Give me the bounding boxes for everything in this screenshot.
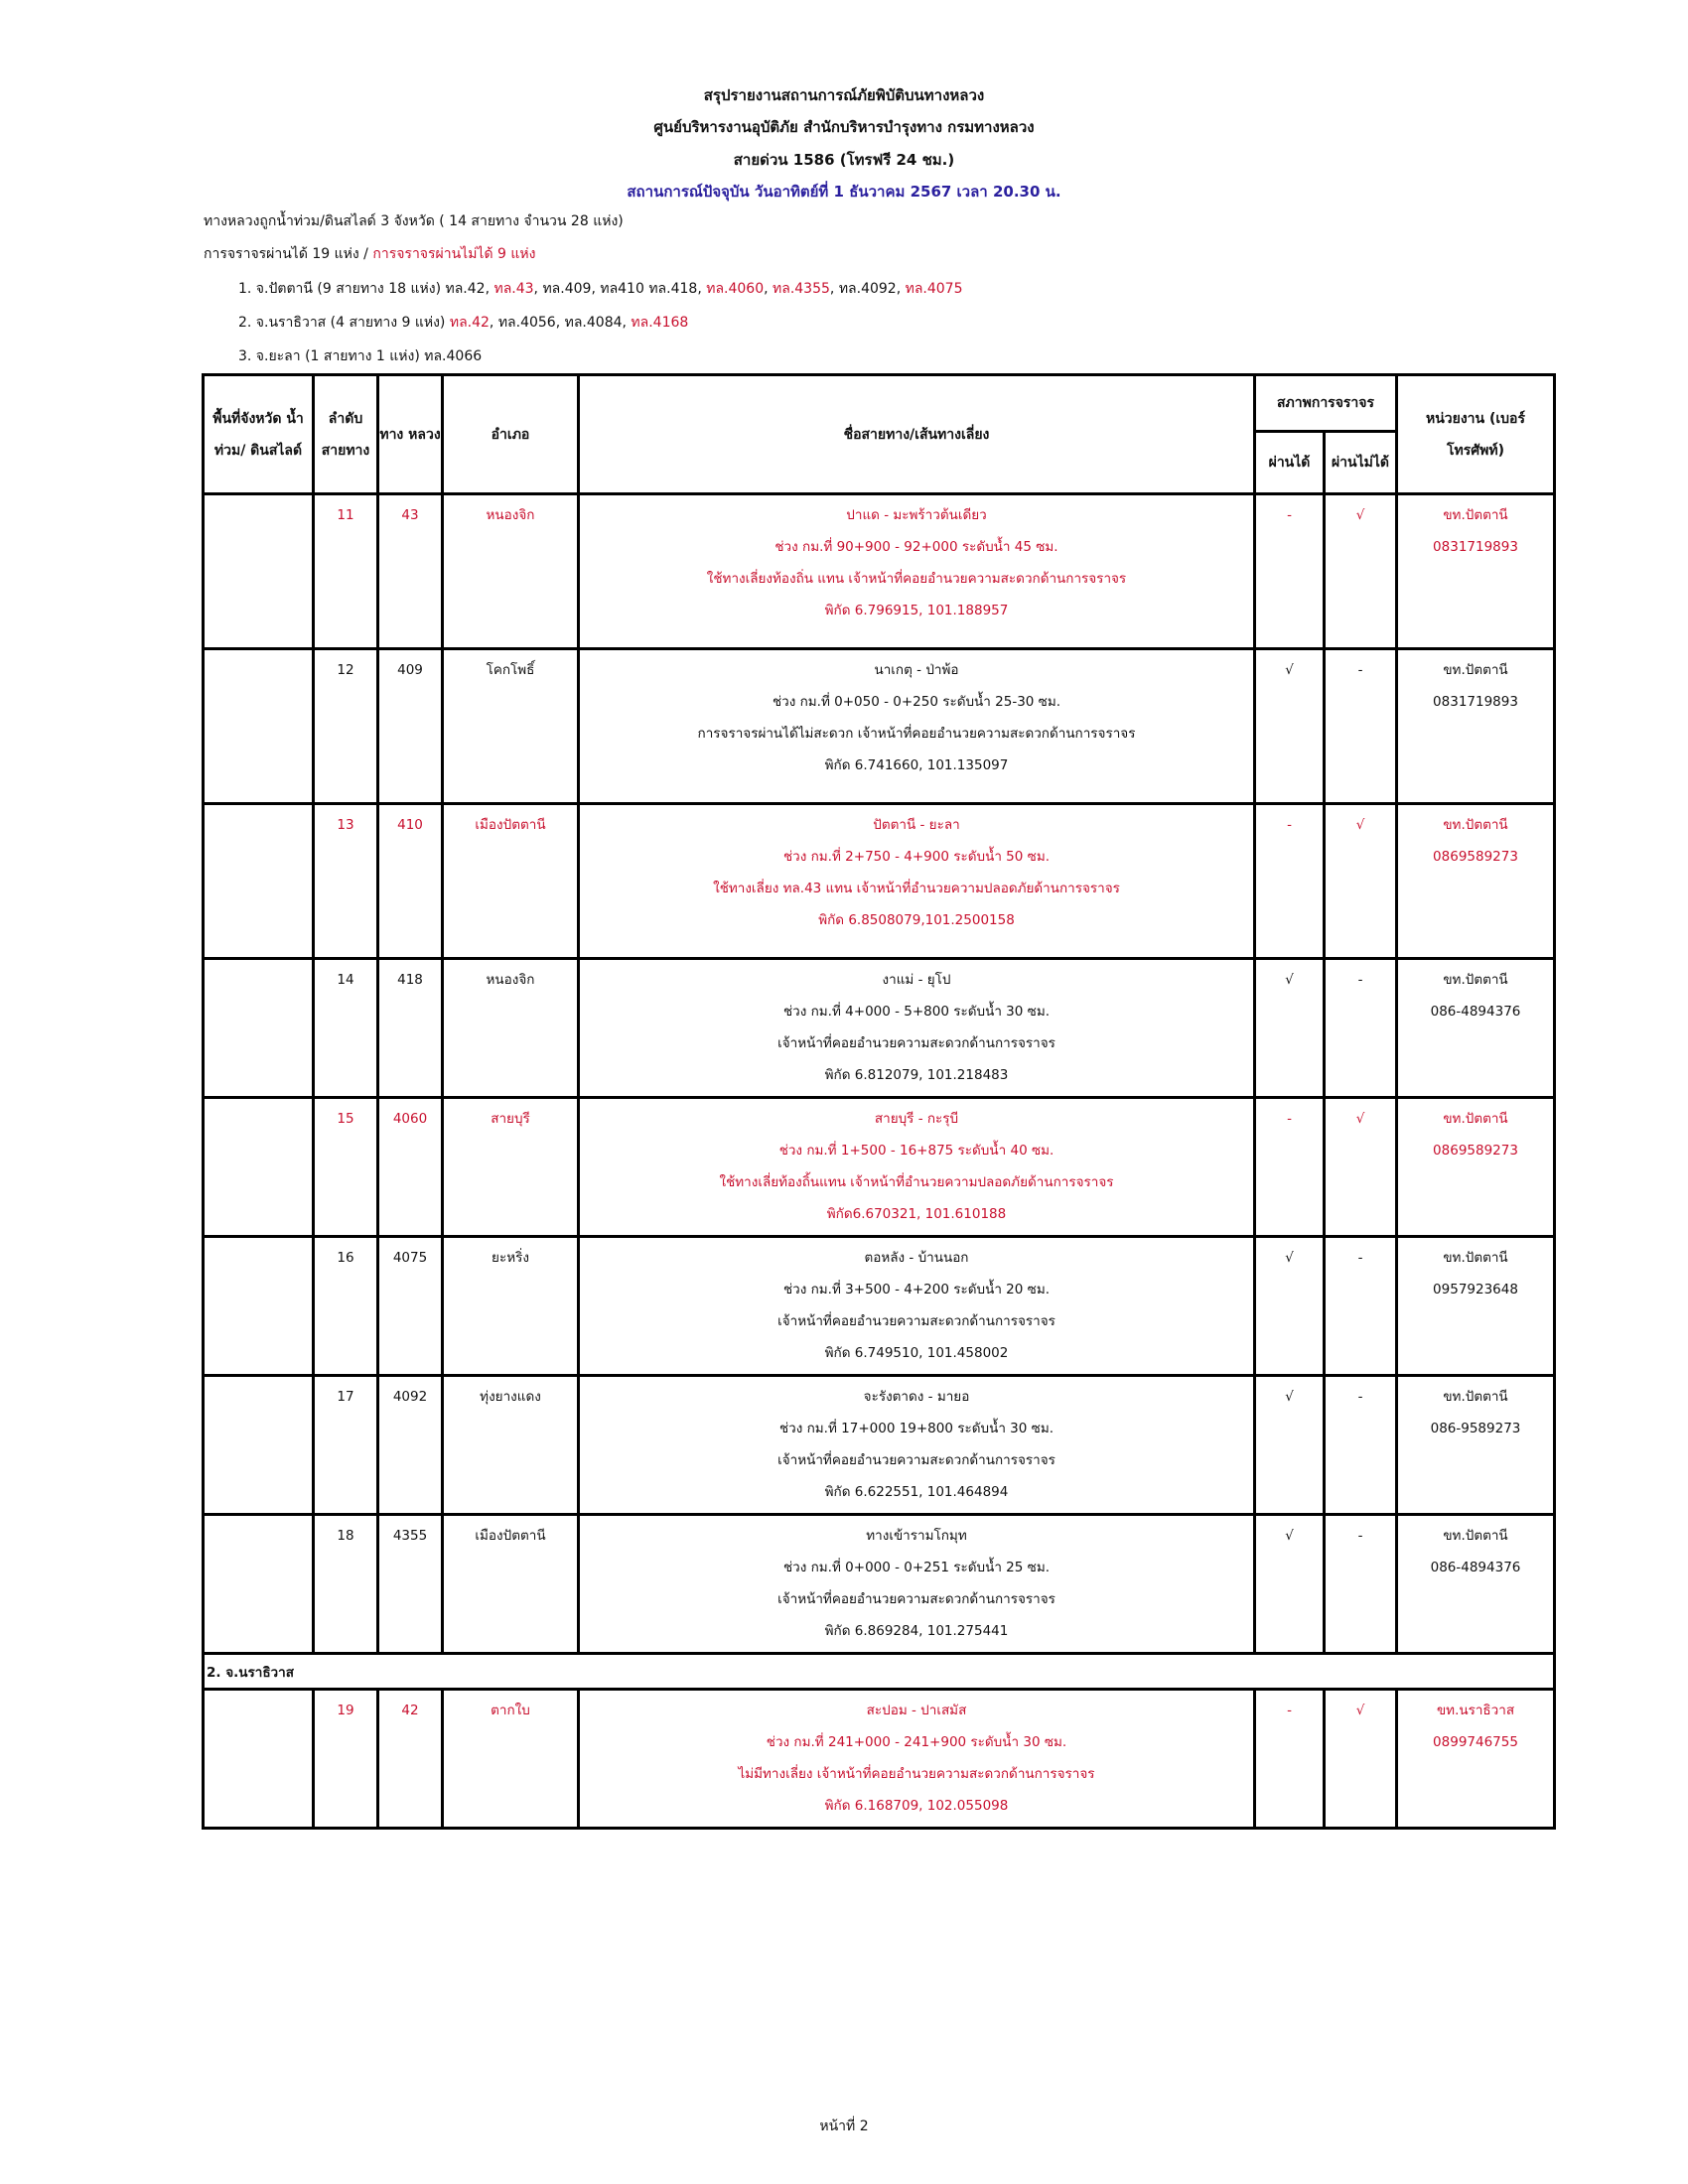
cell-no-pass xyxy=(1325,1237,1397,1376)
page-number: หน้าที่ 2 xyxy=(819,2118,869,2134)
separator: , xyxy=(896,281,906,297)
cell-district-text: สายบุรี xyxy=(491,1111,530,1127)
route-name: สายบุรี - กะรุบี xyxy=(874,1111,959,1127)
cell-highway-text: 42 xyxy=(401,1703,419,1718)
cell-highway xyxy=(378,1690,443,1829)
impassable-count: การจราจรผ่านไม่ได้ 9 แห่ง xyxy=(372,246,536,262)
separator: , xyxy=(829,281,839,297)
route-range: ช่วง กม.ที่ 17+000 19+800 ระดับน้ำ 30 ซม. xyxy=(778,1421,1055,1436)
unit-phone: 086-4894376 xyxy=(1430,1004,1521,1020)
cell-district-text: หนองจิก xyxy=(486,507,535,523)
cell-area xyxy=(204,1376,314,1515)
province-label: 3. จ.ยะลา (1 สายทาง 1 แห่ง) xyxy=(238,348,425,364)
header-district: อำเภอ xyxy=(443,375,579,494)
cell-order-text: 16 xyxy=(337,1250,354,1266)
route-coords: พิกัด 6.869284, 101.275441 xyxy=(824,1623,1009,1639)
cell-pass xyxy=(1255,1376,1325,1515)
cell-pass-mark: √ xyxy=(1285,1250,1294,1266)
separator: , xyxy=(485,281,494,297)
unit-phone: 0957923648 xyxy=(1433,1282,1518,1297)
cell-order xyxy=(314,1098,378,1237)
separator: , xyxy=(591,281,601,297)
cell-highway-text: 43 xyxy=(401,507,419,523)
cell-order xyxy=(314,1376,378,1515)
route-code: ทล.4355 xyxy=(773,281,830,297)
cell-district xyxy=(443,804,579,959)
route-note: เจ้าหน้าที่คอยอำนวยความสะดวกด้านการจราจร xyxy=(777,1591,1055,1607)
unit-phone: 086-4894376 xyxy=(1430,1560,1521,1575)
cell-pass xyxy=(1255,1515,1325,1654)
route-coords: พิกัด 6.741660, 101.135097 xyxy=(824,757,1009,773)
cell-district-text: ทุ่งยางแดง xyxy=(480,1389,541,1405)
cell-area xyxy=(204,1515,314,1654)
separator: , xyxy=(764,281,774,297)
route-name: นาเกตุ - ป่าพ้อ xyxy=(874,662,959,678)
cell-no-pass xyxy=(1325,1690,1397,1829)
cell-route xyxy=(579,649,1255,804)
cell-area xyxy=(204,1690,314,1829)
route-note: ใช้ทางเลี่ยง ทล.43 แทน เจ้าหน้าที่อำนวยความปลอดภัยด้านการจราจร xyxy=(713,881,1120,896)
route-coords: พิกัด 6.749510, 101.458002 xyxy=(824,1345,1009,1361)
cell-route xyxy=(579,959,1255,1098)
cell-pass xyxy=(1255,494,1325,649)
cell-area xyxy=(204,1098,314,1237)
cell-no-pass-mark: - xyxy=(1357,972,1363,988)
table-row xyxy=(204,1098,1555,1237)
cell-pass xyxy=(1255,1690,1325,1829)
cell-no-pass xyxy=(1325,804,1397,959)
cell-highway xyxy=(378,804,443,959)
cell-pass-mark: - xyxy=(1287,507,1292,523)
cell-unit xyxy=(1397,1515,1555,1654)
unit-name: ขท.ปัตตานี xyxy=(1443,662,1508,678)
cell-no-pass-mark: - xyxy=(1357,662,1363,678)
cell-highway-text: 4075 xyxy=(392,1250,428,1266)
cell-no-pass-mark: - xyxy=(1357,1250,1363,1266)
cell-no-pass-mark: - xyxy=(1357,1389,1363,1405)
cell-district xyxy=(443,1690,579,1829)
unit-name: ขท.ปัตตานี xyxy=(1443,1111,1508,1127)
cell-no-pass xyxy=(1325,494,1397,649)
cell-pass-mark: √ xyxy=(1285,662,1294,678)
unit-name: ขท.ปัตตานี xyxy=(1443,817,1508,833)
header-order: ลำดับ สายทาง xyxy=(314,375,378,494)
table-row xyxy=(204,804,1555,959)
cell-pass-mark: - xyxy=(1287,817,1292,833)
flood-routes-table xyxy=(202,373,1556,1830)
route-code: ทล.4075 xyxy=(905,281,963,297)
unit-name: ขท.ปัตตานี xyxy=(1443,1528,1508,1544)
cell-pass-mark: - xyxy=(1287,1111,1292,1127)
cell-route xyxy=(579,1098,1255,1237)
cell-highway xyxy=(378,1515,443,1654)
cell-unit xyxy=(1397,1237,1555,1376)
cell-pass-mark: - xyxy=(1287,1703,1292,1718)
unit-phone: 0869589273 xyxy=(1433,1143,1518,1159)
cell-highway xyxy=(378,494,443,649)
cell-no-pass-mark: √ xyxy=(1355,1703,1365,1718)
cell-no-pass xyxy=(1325,649,1397,804)
header-traffic-status: สภาพการจราจร xyxy=(1255,375,1397,432)
cell-no-pass xyxy=(1325,1515,1397,1654)
route-code: ทล.4066 xyxy=(424,348,483,364)
table-row xyxy=(204,1515,1555,1654)
cell-highway-text: 418 xyxy=(397,972,423,988)
hotline: สายด่วน 1586 (โทรฟรี 24 ชม.) xyxy=(733,151,955,169)
route-note: เจ้าหน้าที่คอยอำนวยความสะดวกด้านการจราจร xyxy=(777,1452,1055,1468)
province-label: 2. จ.นราธิวาส (4 สายทาง 9 แห่ง) xyxy=(238,315,450,331)
header-highway: ทาง หลวง xyxy=(378,375,443,494)
cell-district xyxy=(443,1237,579,1376)
cell-pass-mark: √ xyxy=(1285,972,1294,988)
cell-order-text: 13 xyxy=(337,817,354,833)
unit-phone: 0899746755 xyxy=(1433,1734,1518,1750)
route-range: ช่วง กม.ที่ 1+500 - 16+875 ระดับน้ำ 40 ซม. xyxy=(778,1143,1055,1159)
cell-order-text: 14 xyxy=(337,972,354,988)
route-note: ใช้ทางเลี่ยงท้องถิ่น แทน เจ้าหน้าที่คอยอำนวยความสะดวกด้านการจราจร xyxy=(706,571,1127,587)
cell-route xyxy=(579,494,1255,649)
report-title: สรุปรายงานสถานการณ์ภัยพิบัติบนทางหลวง xyxy=(703,86,985,104)
route-code: ทล.4092 xyxy=(838,281,897,297)
cell-order xyxy=(314,649,378,804)
cell-district-text: เมืองปัตตานี xyxy=(475,817,546,833)
province-line xyxy=(238,278,963,300)
cell-order-text: 11 xyxy=(337,507,354,523)
route-coords: พิกัด 6.796915, 101.188957 xyxy=(824,603,1009,618)
route-code: ทล.4168 xyxy=(631,315,689,331)
cell-unit xyxy=(1397,649,1555,804)
route-code: ทล410 ทล.418 xyxy=(600,281,698,297)
cell-highway xyxy=(378,959,443,1098)
route-coords: พิกัด 6.812079, 101.218483 xyxy=(824,1067,1009,1083)
route-coords: พิกัด 6.622551, 101.464894 xyxy=(824,1484,1009,1500)
cell-route xyxy=(579,1376,1255,1515)
route-note: ไม่มีทางเลี่ยง เจ้าหน้าที่คอยอำนวยความสะดวกด้านการจราจร xyxy=(738,1766,1095,1782)
route-range: ช่วง กม.ที่ 241+000 - 241+900 ระดับน้ำ 30 ซม. xyxy=(766,1734,1067,1750)
status-timestamp: สถานการณ์ปัจจุบัน วันอาทิตย์ที่ 1 ธันวาคม 2567 เวลา 20.30 น. xyxy=(627,183,1061,201)
cell-highway xyxy=(378,649,443,804)
cell-pass-mark: √ xyxy=(1285,1528,1294,1544)
cell-order-text: 18 xyxy=(337,1528,354,1544)
route-name: งาแม่ - ยุโป xyxy=(882,972,951,988)
unit-phone: 086-9589273 xyxy=(1430,1421,1521,1436)
cell-district-text: หนองจิก xyxy=(486,972,535,988)
header-pass: ผ่านได้ xyxy=(1255,432,1325,494)
route-range: ช่วง กม.ที่ 2+750 - 4+900 ระดับน้ำ 50 ซม. xyxy=(782,849,1051,865)
table-row xyxy=(204,959,1555,1098)
unit-phone: 0869589273 xyxy=(1433,849,1518,865)
cell-highway xyxy=(378,1376,443,1515)
cell-no-pass-mark: √ xyxy=(1355,507,1365,523)
cell-district xyxy=(443,649,579,804)
cell-district-text: ยะหริ่ง xyxy=(492,1250,529,1266)
unit-name: ขท.ปัตตานี xyxy=(1443,1250,1508,1266)
cell-pass-mark: √ xyxy=(1285,1389,1294,1405)
cell-district xyxy=(443,1098,579,1237)
summary-affected: ทางหลวงถูกน้ำท่วม/ดินสไลด์ 3 จังหวัด ( 14 สายทาง จำนวน 28 แห่ง) xyxy=(204,213,624,229)
route-range: ช่วง กม.ที่ 0+050 - 0+250 ระดับน้ำ 25-30 ซม. xyxy=(772,694,1061,710)
section-row xyxy=(204,1654,1555,1690)
route-name: ปาแด - มะพร้าวต้นเดียว xyxy=(846,507,987,523)
route-note: เจ้าหน้าที่คอยอำนวยความสะดวกด้านการจราจร xyxy=(777,1313,1055,1329)
report-organization: ศูนย์บริหารงานอุบัติภัย สำนักบริหารบำรุงทาง กรมทางหลวง xyxy=(653,118,1035,136)
cell-area xyxy=(204,804,314,959)
cell-pass xyxy=(1255,649,1325,804)
cell-unit xyxy=(1397,494,1555,649)
route-coords: พิกัด6.670321, 101.610188 xyxy=(826,1206,1007,1222)
cell-district xyxy=(443,959,579,1098)
cell-order xyxy=(314,1515,378,1654)
cell-area xyxy=(204,649,314,804)
cell-order xyxy=(314,1690,378,1829)
cell-order-text: 17 xyxy=(337,1389,354,1405)
cell-route xyxy=(579,1237,1255,1376)
route-name: สะปอม - ปาเสมัส xyxy=(866,1703,967,1718)
cell-pass xyxy=(1255,1098,1325,1237)
cell-unit xyxy=(1397,959,1555,1098)
cell-order xyxy=(314,959,378,1098)
route-range: ช่วง กม.ที่ 0+000 - 0+251 ระดับน้ำ 25 ซม. xyxy=(782,1560,1051,1575)
separator: , xyxy=(622,315,632,331)
route-code: ทล.409 xyxy=(542,281,592,297)
route-code: ทล.4060 xyxy=(706,281,765,297)
cell-highway xyxy=(378,1237,443,1376)
cell-pass xyxy=(1255,804,1325,959)
unit-phone: 0831719893 xyxy=(1433,539,1518,555)
table-row xyxy=(204,494,1555,649)
cell-highway-text: 4092 xyxy=(392,1389,428,1405)
cell-pass xyxy=(1255,1237,1325,1376)
unit-name: ขท.นราธิวาส xyxy=(1436,1703,1515,1718)
separator: , xyxy=(697,281,707,297)
header-route: ชื่อสายทาง/เส้นทางเลี่ยง xyxy=(579,375,1255,494)
unit-name: ขท.ปัตตานี xyxy=(1443,972,1508,988)
cell-route xyxy=(579,1515,1255,1654)
cell-highway-text: 4355 xyxy=(392,1528,428,1544)
province-label: 1. จ.ปัตตานี (9 สายทาง 18 แห่ง) xyxy=(238,281,446,297)
cell-district xyxy=(443,494,579,649)
cell-order xyxy=(314,494,378,649)
route-range: ช่วง กม.ที่ 90+900 - 92+000 ระดับน้ำ 45 ซม. xyxy=(774,539,1058,555)
route-note: การจราจรผ่านได้ไม่สะดวก เจ้าหน้าที่คอยอำนวยความสะดวกด้านการจราจร xyxy=(697,726,1136,742)
route-name: ตอหลัง - บ้านนอก xyxy=(864,1250,969,1266)
cell-district xyxy=(443,1515,579,1654)
route-range: ช่วง กม.ที่ 3+500 - 4+200 ระดับน้ำ 20 ซม. xyxy=(782,1282,1051,1297)
unit-name: ขท.ปัตตานี xyxy=(1443,507,1508,523)
table-row xyxy=(204,1376,1555,1515)
table-row xyxy=(204,1690,1555,1829)
cell-area xyxy=(204,1237,314,1376)
unit-name: ขท.ปัตตานี xyxy=(1443,1389,1508,1405)
route-code: ทล.42 xyxy=(445,281,486,297)
cell-order-text: 12 xyxy=(337,662,354,678)
cell-route xyxy=(579,804,1255,959)
cell-order xyxy=(314,1237,378,1376)
cell-area xyxy=(204,494,314,649)
cell-district-text: โคกโพธิ์ xyxy=(486,662,535,678)
cell-highway xyxy=(378,1098,443,1237)
cell-no-pass xyxy=(1325,1098,1397,1237)
route-code: ทล.43 xyxy=(493,281,534,297)
separator: , xyxy=(489,315,498,331)
cell-area xyxy=(204,959,314,1098)
cell-district-text: ตากใบ xyxy=(491,1703,530,1718)
cell-highway-text: 4060 xyxy=(392,1111,428,1127)
separator: , xyxy=(555,315,565,331)
route-code: ทล.4084 xyxy=(564,315,623,331)
cell-order xyxy=(314,804,378,959)
route-name: จะรังตาดง - มายอ xyxy=(863,1389,970,1405)
cell-unit xyxy=(1397,804,1555,959)
cell-pass xyxy=(1255,959,1325,1098)
unit-phone: 0831719893 xyxy=(1433,694,1518,710)
route-coords: พิกัด 6.8508079,101.2500158 xyxy=(818,912,1015,928)
route-name: ปัตตานี - ยะลา xyxy=(873,817,960,833)
separator: , xyxy=(533,281,543,297)
route-coords: พิกัด 6.168709, 102.055098 xyxy=(824,1798,1009,1814)
cell-unit xyxy=(1397,1690,1555,1829)
cell-no-pass xyxy=(1325,959,1397,1098)
route-code: ทล.4056 xyxy=(497,315,556,331)
cell-district xyxy=(443,1376,579,1515)
cell-no-pass xyxy=(1325,1376,1397,1515)
route-name: ทางเข้ารามโกมุท xyxy=(866,1528,967,1544)
route-range: ช่วง กม.ที่ 4+000 - 5+800 ระดับน้ำ 30 ซม. xyxy=(782,1004,1051,1020)
passable-count: การจราจรผ่านได้ 19 แห่ง / xyxy=(204,246,373,262)
route-code: ทล.42 xyxy=(449,315,490,331)
header-no-pass: ผ่านไม่ได้ xyxy=(1325,432,1397,494)
cell-no-pass-mark: √ xyxy=(1355,817,1365,833)
table-row xyxy=(204,649,1555,804)
route-note: เจ้าหน้าที่คอยอำนวยความสะดวกด้านการจราจร xyxy=(777,1035,1055,1051)
cell-unit xyxy=(1397,1376,1555,1515)
cell-district-text: เมืองปัตตานี xyxy=(475,1528,546,1544)
summary-traffic xyxy=(204,243,535,265)
route-note: ใช้ทางเลี่ยท้องถิ้นแทน เจ้าหน้าที่อำนวยความปลอดภัยด้านการจราจร xyxy=(719,1174,1114,1190)
province-line xyxy=(238,312,688,334)
cell-no-pass-mark: √ xyxy=(1355,1111,1365,1127)
cell-no-pass-mark: - xyxy=(1357,1528,1363,1544)
cell-highway-text: 409 xyxy=(397,662,423,678)
header-area: พื้นที่จังหวัด น้ำท่วม/ ดินสไลด์ xyxy=(204,375,314,494)
cell-route xyxy=(579,1690,1255,1829)
table-row xyxy=(204,1237,1555,1376)
section-label: 2. จ.นราธิวาส xyxy=(204,1654,1555,1690)
cell-highway-text: 410 xyxy=(397,817,423,833)
cell-order-text: 19 xyxy=(337,1703,354,1718)
cell-unit xyxy=(1397,1098,1555,1237)
header-unit: หน่วยงาน (เบอร์โทรศัพท์) xyxy=(1397,375,1555,494)
province-line xyxy=(238,345,482,367)
cell-order-text: 15 xyxy=(337,1111,354,1127)
